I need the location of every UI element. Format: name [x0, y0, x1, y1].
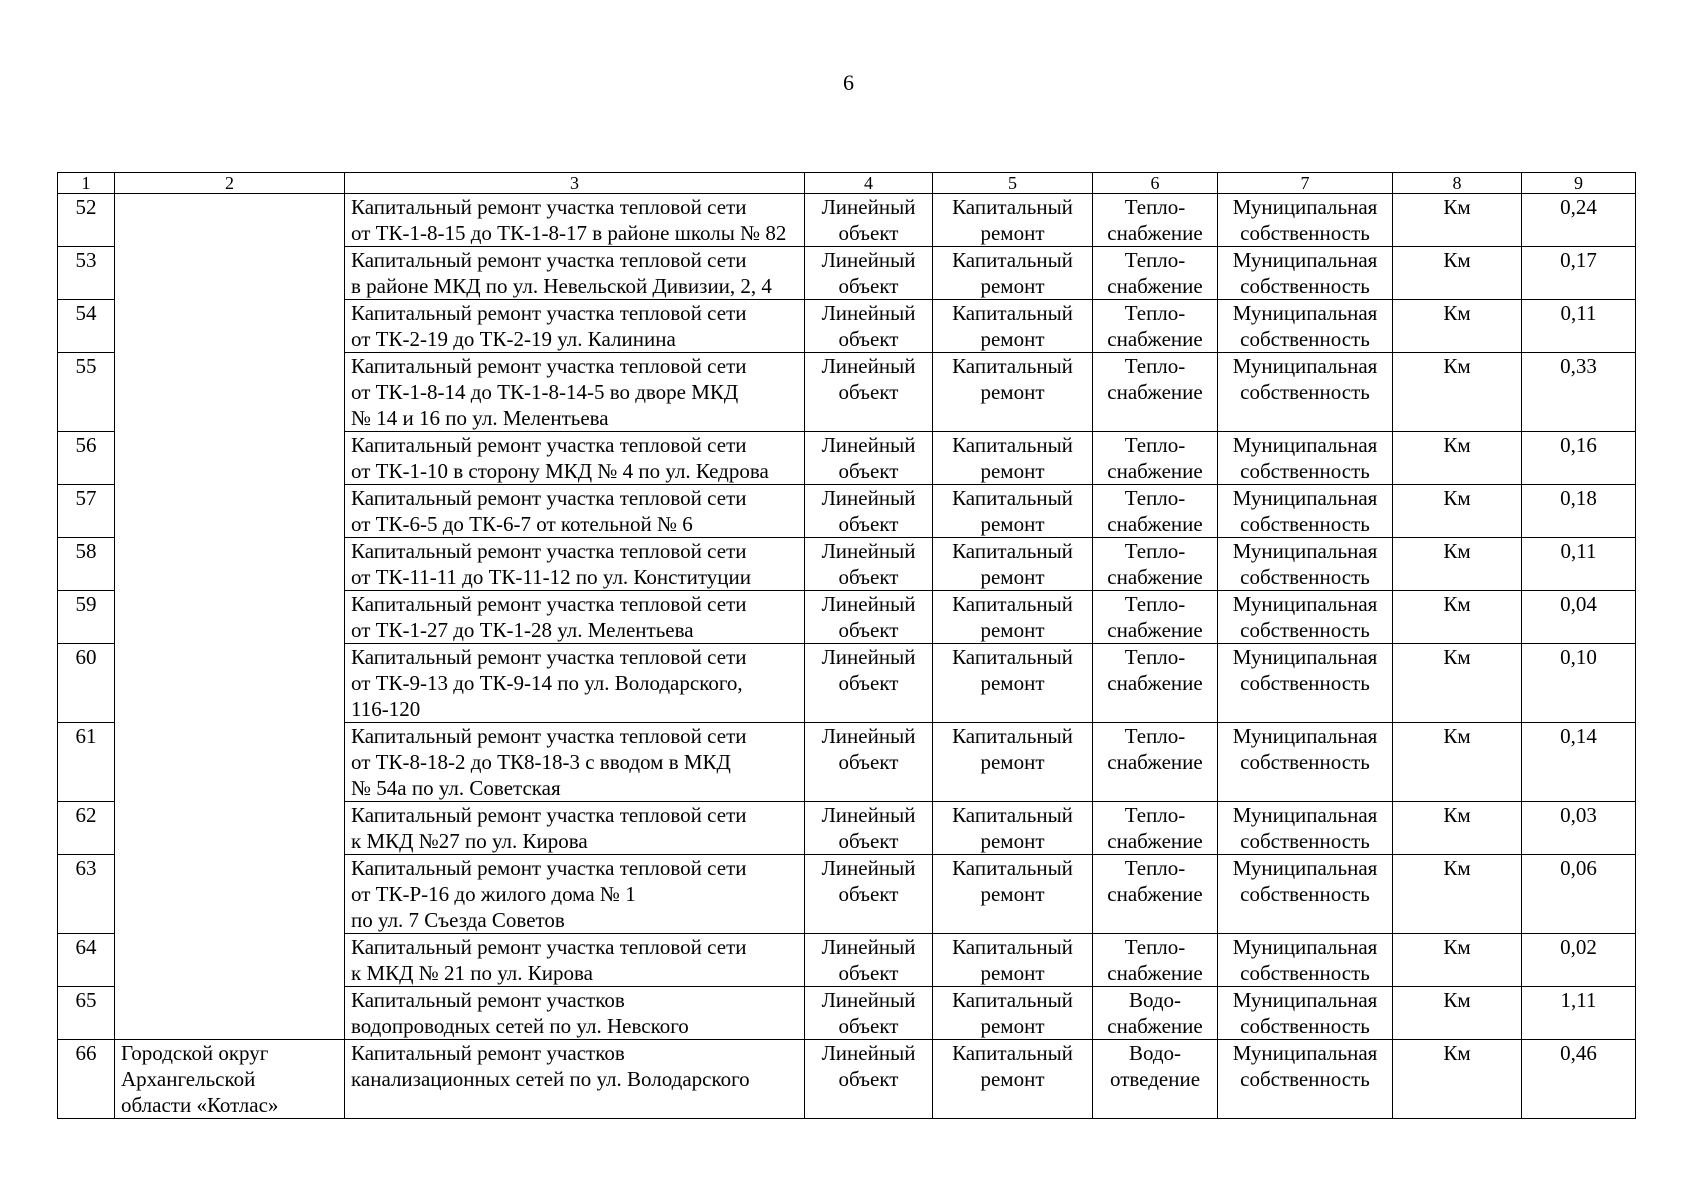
cell-line: собственность	[1240, 829, 1370, 853]
cell-line: Капитальный ремонт участка тепловой сети	[351, 724, 747, 748]
table-row	[58, 194, 1636, 247]
object-type	[805, 538, 933, 591]
cell-line: ремонт	[980, 459, 1045, 483]
cell-line: Капитальный	[952, 645, 1073, 669]
cell-line: Тепло-	[1124, 354, 1186, 378]
ownership	[1218, 485, 1393, 538]
cell-line: Тепло-	[1124, 645, 1186, 669]
header-cell: 1	[58, 173, 115, 194]
cell-line: снабжение	[1107, 274, 1203, 298]
object-name	[345, 1040, 805, 1119]
utility-system	[1093, 802, 1218, 855]
header-cell: 7	[1218, 173, 1393, 194]
header-cell: 8	[1393, 173, 1522, 194]
cell-line: объект	[838, 512, 899, 536]
value: 0,14	[1522, 723, 1636, 802]
cell-line: Тепло-	[1124, 301, 1186, 325]
unit: Км	[1393, 353, 1522, 432]
cell-line: от ТК-1-10 в сторону МКД № 4 по ул. Кедрова	[351, 459, 769, 483]
cell-line: Водо-	[1128, 1041, 1182, 1065]
cell-line: Капитальный ремонт участков	[351, 1041, 625, 1065]
cell-line: Муниципальная	[1232, 935, 1378, 959]
cell-line: Тепло-	[1124, 935, 1186, 959]
object-type	[805, 591, 933, 644]
object-name	[345, 247, 805, 300]
object-type	[805, 194, 933, 247]
cell-line: от ТК-6-5 до ТК-6-7 от котельной № 6	[351, 512, 693, 536]
cell-line: ремонт	[980, 565, 1045, 589]
cell-line: Линейный	[821, 592, 916, 616]
object-table	[57, 172, 1636, 1119]
cell-line: объект	[838, 829, 899, 853]
cell-line: Капитальный ремонт участка тепловой сети	[351, 433, 747, 457]
unit: Км	[1393, 855, 1522, 934]
object-name	[345, 432, 805, 485]
row-number: 56	[58, 432, 115, 485]
object-name	[345, 723, 805, 802]
object-name	[345, 194, 805, 247]
cell-line: ремонт	[980, 221, 1045, 245]
district-cell	[115, 1040, 345, 1119]
utility-system	[1093, 855, 1218, 934]
cell-line: Капитальный	[952, 354, 1073, 378]
cell-line: объект	[838, 1014, 899, 1038]
object-name	[345, 644, 805, 723]
work-type	[933, 194, 1093, 247]
cell-line: ремонт	[980, 671, 1045, 695]
utility-system	[1093, 538, 1218, 591]
cell-line: Тепло-	[1124, 803, 1186, 827]
utility-system	[1093, 934, 1218, 987]
cell-line: объект	[838, 1067, 899, 1091]
work-type	[933, 591, 1093, 644]
district-cell	[115, 194, 345, 1040]
cell-line: Капитальный	[952, 195, 1073, 219]
cell-line: Муниципальная	[1232, 1041, 1378, 1065]
cell-line: Муниципальная	[1232, 856, 1378, 880]
object-type	[805, 247, 933, 300]
cell-line: Водо-	[1128, 988, 1182, 1012]
object-type	[805, 802, 933, 855]
ownership	[1218, 353, 1393, 432]
cell-line: собственность	[1240, 221, 1370, 245]
cell-line: Тепло-	[1124, 195, 1186, 219]
cell-line: ремонт	[980, 380, 1045, 404]
ownership	[1218, 1040, 1393, 1119]
cell-line: Городской округ	[121, 1041, 269, 1065]
ownership	[1218, 723, 1393, 802]
cell-line: отведение	[1109, 1067, 1201, 1091]
cell-line: Капитальный ремонт участка тепловой сети	[351, 645, 747, 669]
work-type	[933, 432, 1093, 485]
cell-line: от ТК-2-19 до ТК-2-19 ул. Калинина	[351, 327, 676, 351]
value: 0,16	[1522, 432, 1636, 485]
cell-line: собственность	[1240, 671, 1370, 695]
value: 1,11	[1522, 987, 1636, 1040]
cell-line: Капитальный ремонт участка тепловой сети	[351, 803, 747, 827]
unit: Км	[1393, 934, 1522, 987]
cell-line: № 54а по ул. Советская	[351, 776, 561, 800]
cell-line: собственность	[1240, 961, 1370, 985]
cell-line: Линейный	[821, 248, 916, 272]
unit: Км	[1393, 1040, 1522, 1119]
cell-line: Капитальный ремонт участка тепловой сети	[351, 539, 747, 563]
object-name	[345, 987, 805, 1040]
unit: Км	[1393, 194, 1522, 247]
cell-line: Капитальный	[952, 1041, 1073, 1065]
header-cell: 6	[1093, 173, 1218, 194]
cell-line: Капитальный	[952, 988, 1073, 1012]
object-name	[345, 802, 805, 855]
cell-line: области «Котлас»	[121, 1093, 279, 1117]
row-number: 60	[58, 644, 115, 723]
cell-line: Линейный	[821, 539, 916, 563]
cell-line: Капитальный	[952, 935, 1073, 959]
cell-line: снабжение	[1107, 380, 1203, 404]
cell-line: Линейный	[821, 935, 916, 959]
ownership	[1218, 987, 1393, 1040]
object-type	[805, 644, 933, 723]
object-type	[805, 723, 933, 802]
cell-line: Линейный	[821, 724, 916, 748]
cell-line: 116-120	[351, 697, 421, 721]
cell-line: объект	[838, 671, 899, 695]
row-number: 62	[58, 802, 115, 855]
object-type	[805, 485, 933, 538]
utility-system	[1093, 300, 1218, 353]
cell-line: снабжение	[1107, 327, 1203, 351]
cell-line: ремонт	[980, 327, 1045, 351]
row-number: 58	[58, 538, 115, 591]
unit: Км	[1393, 723, 1522, 802]
value: 0,24	[1522, 194, 1636, 247]
cell-line: снабжение	[1107, 882, 1203, 906]
cell-line: Муниципальная	[1232, 301, 1378, 325]
cell-line: канализационных сетей по ул. Володарского	[351, 1067, 750, 1091]
utility-system	[1093, 432, 1218, 485]
cell-line: объект	[838, 459, 899, 483]
cell-line: собственность	[1240, 1067, 1370, 1091]
cell-line: Капитальный	[952, 724, 1073, 748]
cell-line: ремонт	[980, 1014, 1045, 1038]
cell-line: объект	[838, 380, 899, 404]
object-type	[805, 432, 933, 485]
table-row	[58, 1040, 1636, 1119]
cell-line: от ТК-Р-16 до жилого дома № 1	[351, 882, 636, 906]
cell-line: Капитальный	[952, 803, 1073, 827]
cell-line: Капитальный	[952, 539, 1073, 563]
cell-line: собственность	[1240, 1014, 1370, 1038]
cell-line: Муниципальная	[1232, 486, 1378, 510]
cell-line: Линейный	[821, 433, 916, 457]
cell-line: от ТК-1-27 до ТК-1-28 ул. Мелентьева	[351, 618, 694, 642]
cell-line: объект	[838, 961, 899, 985]
cell-line: Линейный	[821, 195, 916, 219]
cell-line: Тепло-	[1124, 592, 1186, 616]
cell-line: Капитальный ремонт участка тепловой сети	[351, 301, 747, 325]
row-number: 64	[58, 934, 115, 987]
cell-line: Капитальный	[952, 433, 1073, 457]
value: 0,18	[1522, 485, 1636, 538]
cell-line: Линейный	[821, 1041, 916, 1065]
cell-line: № 14 и 16 по ул. Мелентьева	[351, 406, 609, 430]
cell-line: ремонт	[980, 750, 1045, 774]
cell-line: Капитальный	[952, 856, 1073, 880]
cell-line: Тепло-	[1124, 433, 1186, 457]
utility-system	[1093, 1040, 1218, 1119]
cell-line: Муниципальная	[1232, 433, 1378, 457]
cell-line: Муниципальная	[1232, 195, 1378, 219]
unit: Км	[1393, 538, 1522, 591]
work-type	[933, 723, 1093, 802]
unit: Км	[1393, 432, 1522, 485]
value: 0,11	[1522, 538, 1636, 591]
cell-line: от ТК-1-8-15 до ТК-1-8-17 в районе школы № 82	[351, 221, 787, 245]
cell-line: ремонт	[980, 512, 1045, 536]
ownership	[1218, 644, 1393, 723]
cell-line: снабжение	[1107, 221, 1203, 245]
value: 0,33	[1522, 353, 1636, 432]
cell-line: Муниципальная	[1232, 592, 1378, 616]
cell-line: в районе МКД по ул. Невельской Дивизии, 2, 4	[351, 274, 772, 298]
header-row	[58, 173, 1636, 194]
cell-line: снабжение	[1107, 671, 1203, 695]
cell-line: по ул. 7 Съезда Советов	[351, 908, 565, 932]
object-type	[805, 1040, 933, 1119]
cell-line: Капитальный ремонт участка тепловой сети	[351, 248, 747, 272]
ownership	[1218, 855, 1393, 934]
work-type	[933, 485, 1093, 538]
ownership	[1218, 591, 1393, 644]
cell-line: собственность	[1240, 618, 1370, 642]
header-cell: 5	[933, 173, 1093, 194]
cell-line: Линейный	[821, 354, 916, 378]
cell-line: от ТК-8-18-2 до ТК8-18-3 с вводом в МКД	[351, 750, 731, 774]
value: 0,02	[1522, 934, 1636, 987]
work-type	[933, 247, 1093, 300]
value: 0,11	[1522, 300, 1636, 353]
cell-line: ремонт	[980, 1067, 1045, 1091]
unit: Км	[1393, 591, 1522, 644]
row-number: 55	[58, 353, 115, 432]
value: 0,03	[1522, 802, 1636, 855]
cell-line: Муниципальная	[1232, 248, 1378, 272]
cell-line: ремонт	[980, 882, 1045, 906]
cell-line: снабжение	[1107, 829, 1203, 853]
cell-line: собственность	[1240, 512, 1370, 536]
cell-line: собственность	[1240, 274, 1370, 298]
cell-line: Линейный	[821, 803, 916, 827]
cell-line: Муниципальная	[1232, 988, 1378, 1012]
cell-line: ремонт	[980, 829, 1045, 853]
cell-line: снабжение	[1107, 961, 1203, 985]
table-body	[58, 194, 1636, 1119]
cell-line: Капитальный ремонт участка тепловой сети	[351, 935, 747, 959]
cell-line: Капитальный	[952, 486, 1073, 510]
cell-line: собственность	[1240, 380, 1370, 404]
cell-line: к МКД №27 по ул. Кирова	[351, 829, 588, 853]
row-number: 52	[58, 194, 115, 247]
cell-line: Муниципальная	[1232, 354, 1378, 378]
work-type	[933, 300, 1093, 353]
cell-line: снабжение	[1107, 459, 1203, 483]
cell-line: снабжение	[1107, 750, 1203, 774]
cell-line: Капитальный ремонт участка тепловой сети	[351, 354, 747, 378]
row-number: 57	[58, 485, 115, 538]
work-type	[933, 644, 1093, 723]
unit: Км	[1393, 802, 1522, 855]
cell-line: Капитальный ремонт участка тепловой сети	[351, 856, 747, 880]
object-type	[805, 300, 933, 353]
value: 0,10	[1522, 644, 1636, 723]
object-type	[805, 855, 933, 934]
cell-line: Линейный	[821, 988, 916, 1012]
utility-system	[1093, 485, 1218, 538]
utility-system	[1093, 247, 1218, 300]
cell-line: от ТК-11-11 до ТК-11-12 по ул. Конституции	[351, 565, 751, 589]
unit: Км	[1393, 987, 1522, 1040]
cell-line: ремонт	[980, 618, 1045, 642]
work-type	[933, 353, 1093, 432]
cell-line: объект	[838, 274, 899, 298]
object-name	[345, 538, 805, 591]
object-name	[345, 934, 805, 987]
utility-system	[1093, 723, 1218, 802]
cell-line: Капитальный	[952, 248, 1073, 272]
work-type	[933, 802, 1093, 855]
object-name	[345, 591, 805, 644]
cell-line: объект	[838, 327, 899, 351]
cell-line: снабжение	[1107, 512, 1203, 536]
cell-line: собственность	[1240, 750, 1370, 774]
row-number: 54	[58, 300, 115, 353]
row-number: 66	[58, 1040, 115, 1119]
ownership	[1218, 300, 1393, 353]
cell-line: объект	[838, 750, 899, 774]
unit: Км	[1393, 300, 1522, 353]
value: 0,06	[1522, 855, 1636, 934]
row-number: 59	[58, 591, 115, 644]
row-number: 53	[58, 247, 115, 300]
cell-line: к МКД № 21 по ул. Кирова	[351, 961, 593, 985]
ownership	[1218, 802, 1393, 855]
cell-line: Муниципальная	[1232, 539, 1378, 563]
page-number: 6	[843, 70, 854, 95]
object-type	[805, 353, 933, 432]
cell-line: от ТК-9-13 до ТК-9-14 по ул. Володарского,	[351, 671, 743, 695]
utility-system	[1093, 644, 1218, 723]
object-name	[345, 485, 805, 538]
cell-line: Муниципальная	[1232, 645, 1378, 669]
value: 0,04	[1522, 591, 1636, 644]
ownership	[1218, 934, 1393, 987]
unit: Км	[1393, 644, 1522, 723]
utility-system	[1093, 987, 1218, 1040]
object-name	[345, 353, 805, 432]
cell-line: Тепло-	[1124, 856, 1186, 880]
object-name	[345, 300, 805, 353]
object-type	[805, 934, 933, 987]
cell-line: объект	[838, 565, 899, 589]
value: 0,46	[1522, 1040, 1636, 1119]
cell-line: Муниципальная	[1232, 724, 1378, 748]
header-cell: 3	[345, 173, 805, 194]
value: 0,17	[1522, 247, 1636, 300]
cell-line: снабжение	[1107, 565, 1203, 589]
cell-line: снабжение	[1107, 618, 1203, 642]
row-number: 65	[58, 987, 115, 1040]
cell-line: Тепло-	[1124, 248, 1186, 272]
ownership	[1218, 194, 1393, 247]
cell-line: Капитальный ремонт участка тепловой сети	[351, 195, 747, 219]
ownership	[1218, 538, 1393, 591]
cell-line: от ТК-1-8-14 до ТК-1-8-14-5 во дворе МКД	[351, 380, 739, 404]
object-name	[345, 855, 805, 934]
cell-line: собственность	[1240, 882, 1370, 906]
row-number: 63	[58, 855, 115, 934]
cell-line: Линейный	[821, 645, 916, 669]
cell-line: Капитальный ремонт участков	[351, 988, 625, 1012]
cell-line: объект	[838, 221, 899, 245]
cell-line: снабжение	[1107, 1014, 1203, 1038]
cell-line: водопроводных сетей по ул. Невского	[351, 1014, 689, 1038]
cell-line: ремонт	[980, 961, 1045, 985]
cell-line: Капитальный ремонт участка тепловой сети	[351, 592, 747, 616]
cell-line: Линейный	[821, 856, 916, 880]
ownership	[1218, 432, 1393, 485]
cell-line: собственность	[1240, 327, 1370, 351]
header-cell: 4	[805, 173, 933, 194]
ownership	[1218, 247, 1393, 300]
utility-system	[1093, 194, 1218, 247]
cell-line: Архангельской	[121, 1067, 256, 1091]
work-type	[933, 538, 1093, 591]
cell-line: Тепло-	[1124, 724, 1186, 748]
header-cell: 2	[115, 173, 345, 194]
cell-line: объект	[838, 618, 899, 642]
work-type	[933, 855, 1093, 934]
cell-line: Линейный	[821, 301, 916, 325]
unit: Км	[1393, 485, 1522, 538]
cell-line: Тепло-	[1124, 539, 1186, 563]
unit: Км	[1393, 247, 1522, 300]
work-type	[933, 987, 1093, 1040]
cell-line: объект	[838, 882, 899, 906]
cell-line: Капитальный	[952, 592, 1073, 616]
cell-line: Тепло-	[1124, 486, 1186, 510]
work-type	[933, 934, 1093, 987]
cell-line: ремонт	[980, 274, 1045, 298]
cell-line: Капитальный ремонт участка тепловой сети	[351, 486, 747, 510]
cell-line: собственность	[1240, 459, 1370, 483]
cell-line: собственность	[1240, 565, 1370, 589]
utility-system	[1093, 353, 1218, 432]
object-type	[805, 987, 933, 1040]
row-number: 61	[58, 723, 115, 802]
cell-line: Муниципальная	[1232, 803, 1378, 827]
work-type	[933, 1040, 1093, 1119]
utility-system	[1093, 591, 1218, 644]
cell-line: Линейный	[821, 486, 916, 510]
header-cell: 9	[1522, 173, 1636, 194]
cell-line: Капитальный	[952, 301, 1073, 325]
